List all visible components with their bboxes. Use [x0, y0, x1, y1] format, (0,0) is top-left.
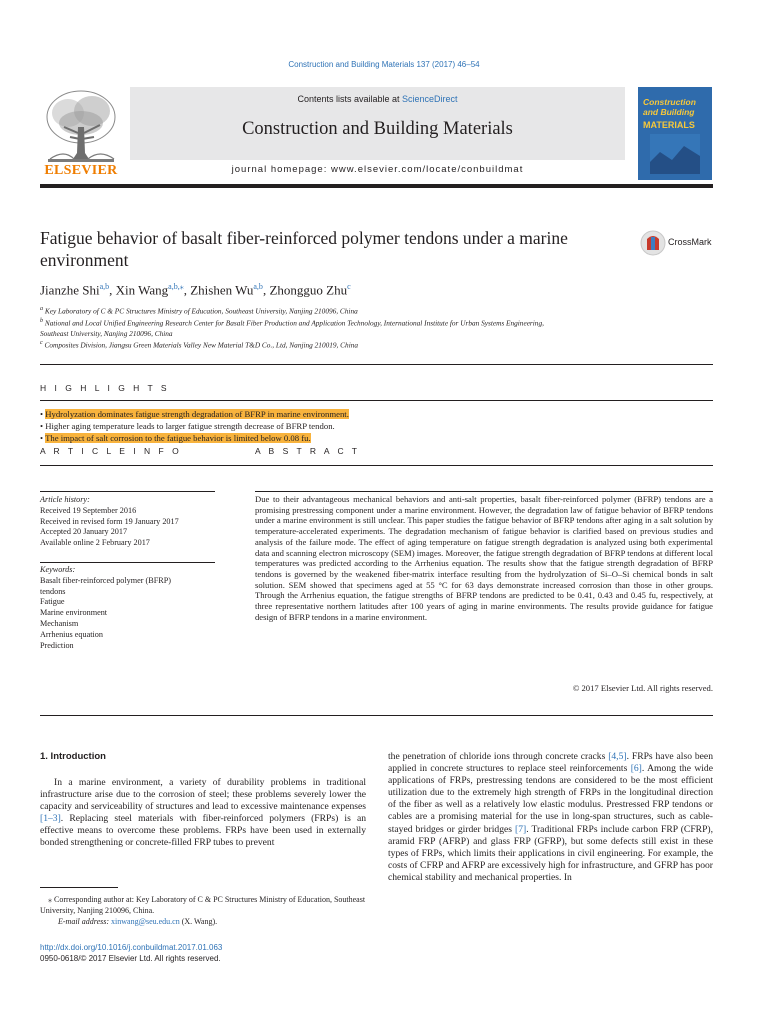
elsevier-wordmark: ELSEVIER: [44, 163, 118, 178]
cover-texture-icon: [650, 134, 700, 174]
author-affiliation-marks[interactable]: a,b: [99, 282, 110, 291]
author-affiliation-marks[interactable]: a,b,⁎: [168, 282, 184, 291]
keyword: Mechanism: [40, 618, 79, 628]
email-suffix: (X. Wang).: [179, 916, 218, 926]
affiliation-b-cont: Southeast University, Nanjing 210096, China: [40, 329, 173, 338]
body-column-right: [388, 751, 713, 884]
author-affiliation-marks[interactable]: a,b: [253, 282, 263, 291]
history-label: Article history:: [40, 495, 90, 504]
keyword: tendons: [40, 586, 66, 596]
abstract-copyright: © 2017 Elsevier Ltd. All rights reserved.: [572, 683, 713, 693]
doi-block: [40, 943, 222, 965]
footnote-text-block: [40, 895, 366, 917]
author-name: Jianzhe Shi: [40, 282, 100, 298]
issn-copyright: 0950-0618/© 2017 Elsevier Ltd. All rights reserved.: [40, 953, 221, 963]
sciencedirect-link[interactable]: ScienceDirect: [402, 94, 458, 104]
citation-link[interactable]: [7]: [515, 823, 527, 835]
citation-link[interactable]: [6]: [630, 763, 642, 775]
footnote-text: Corresponding author at: Key Laboratory of C & PC Structures Ministry of Education, Southeast University, Nanjing 210096, China.: [40, 895, 366, 915]
abstract-rule: [255, 491, 713, 492]
journal-title: Construction and Building Materials: [242, 119, 513, 139]
footnote-star: ⁎: [48, 895, 52, 904]
contents-prefix: Contents lists available at: [297, 94, 403, 104]
keyword: Arrhenius equation: [40, 629, 103, 639]
author-list: Jianzhe Shi$^{a,b}$, Xin Wang$^{a,b,⁎}$, Zhishen Wu$^{a,b}$, Zhongguo Zhu$^c$: [40, 282, 351, 298]
highlight-item: • The impact of salt corrosion to the fatigue behavior is limited below 0.08 fu.: [40, 433, 311, 443]
affiliation-b: $^b$ National and Local Unified Engineering Research Center for Basalt Fiber Production and Application Technology, International Institute for Urban Systems Engineering,: [40, 318, 544, 328]
email-link[interactable]: xinwang@seu.edu.cn: [111, 916, 180, 926]
affiliation-c: $^c$ Composites Division, Jiangsu Green Materials Valley New Material T&D Co., Ltd, Nanjing 210019, China: [40, 340, 359, 350]
highlight-item: • Hydrolyzation dominates fatigue strength degradation of BFRP in marine environment.: [40, 409, 349, 419]
highlights-heading: H I G H L I G H T S: [40, 383, 170, 393]
body-paragraph: In a marine environment, a variety of durability problems in traditional infrastructure arise due to the corrosion of steel; these problems severely lower the capacity and serviceability of structures and lead to excessive maintenance expenses [1–3]. Replacing steel materials with fiber-reinforced polymers (FRPs) is an effective means to overcome these problems. FRPs have been used in externally bonded strengthening or concrete-filled FRP tubes to prevent: [40, 777, 366, 849]
article-info-rule: [40, 491, 215, 492]
section-rule: [40, 715, 713, 716]
author-name: Zhishen Wu: [190, 282, 254, 298]
keyword: Fatigue: [40, 597, 65, 607]
citation-link[interactable]: [4,5]: [608, 751, 627, 762]
highlight-item: • Higher aging temperature leads to larger fatigue strength decrease of BFRP tendon.: [40, 421, 335, 431]
body-column-left: [40, 777, 366, 850]
crossmark-label: CrossMark: [668, 237, 712, 247]
doi-link[interactable]: http://dx.doi.org/10.1016/j.conbuildmat.2017.01.063: [40, 943, 223, 952]
introduction-heading: 1. Introduction: [40, 751, 106, 762]
author-name: Xin Wang: [115, 282, 169, 298]
keywords-rule: [40, 562, 215, 563]
email-label: E-mail address:: [58, 916, 110, 926]
body-paragraph: the penetration of chloride ions through concrete cracks [4,5]. FRPs have also been applied in concrete structures to replace steel reinforcements [6]. Among the wide applications of FRPs, prestressing tendons are considered to be the most efficient utilization due to the extremely high strength of FRPs in the longitudinal direction of the fiber as well as a relatively low elastic modulus. Prestressed FRP tendons or cables are a promising material for the use in long-span structures, such as cable-stayed bridges or girder bridges [7]. Traditional FRPs include carbon FRP (CFRP), aramid FRP (AFRP) and glass FRP (GFRP), but some defects still exist in these types of FRPs, which limits their applications in civil engineering. For example, the costs of CFRP and AFRP are excessively high for infrastructure, and GFRP has poor chemical stability and mechanical properties. In: [388, 751, 713, 883]
affiliation-a: $^a$ Key Laboratory of C & PC Structures Ministry of Education, Southeast University, Nanjing 210096, China: [40, 306, 358, 316]
article-title: Fatigue behavior of basalt fiber-reinforced polymer tendons under a marine environment: [40, 228, 568, 270]
article-history: [40, 495, 215, 549]
keywords: [40, 565, 215, 651]
history-revised: Received in revised form 19 January 2017: [40, 516, 179, 526]
contents-line: [130, 94, 625, 104]
cover-subtitle: MATERIALS: [643, 120, 695, 130]
header-rule: [40, 184, 713, 188]
history-accepted: Accepted 20 January 2017: [40, 527, 128, 537]
keywords-label: Keywords:: [40, 565, 76, 574]
citation-link[interactable]: [1–3]: [40, 813, 61, 825]
abstract-heading: A B S T R A C T: [255, 446, 361, 456]
journal-homepage[interactable]: journal homepage: www.elsevier.com/locate/conbuildmat: [231, 164, 524, 175]
section-rule: [40, 465, 713, 466]
author-affiliation-marks[interactable]: c: [347, 282, 351, 291]
history-received: Received 19 September 2016: [40, 505, 137, 515]
crossmark-icon: [640, 230, 666, 256]
crossmark-badge[interactable]: [640, 230, 718, 256]
keyword: Basalt fiber-reinforced polymer (BFRP): [40, 575, 172, 585]
journal-cover-thumbnail[interactable]: [638, 87, 712, 180]
highlights-rule: [40, 400, 713, 401]
keyword: Prediction: [40, 640, 74, 650]
section-rule: [40, 364, 713, 365]
history-online: Available online 2 February 2017: [40, 538, 150, 548]
abstract-text: Due to their advantageous mechanical behaviors and anti-salt properties, basalt fiber-reinforced polymer (BFRP) tendons are a promising prestressing component under a marine environment. However, the degradation law of fatigue behavior of BFRP tendons under a marine environment is still unclear. This paper studies the fatigue behavior of BFRP tendons after aging in a salt solution by temperature-accelerated experiments. The degradation mechanism of fatigue behavior is clarified based on previous studies and analysis of the failure mode. The effect of aging temperature on fatigue strength degradation is analyzed using both experimental data and scanning electron microscopy (SEM) images. Moreover, the fatigue strength degradation of BFRP tendons at different local temperatures was predicted according to the Arrhenius equation. The results show that the fatigue strength degradation of BFRP tendons is governed by the weakened fiber-matrix interface resulting from the hydrolyzation of Si–O–Si chemical bonds in salt solution. SEM showed that specimens aged at 55 °C for 63 days demonstrate increased corrosion than those in other groups. Through the Arrhenius equation, the fatigue strengths of BFRP tendons are predicted to be 0.41, 0.43 and 0.45 fu, respectively, at three representative northern latitudes after 100 years of aging in marine environments. The results provide guidance for fatigue design of BFRP tendons in a marine environment.: [255, 494, 713, 622]
article-info-heading: A R T I C L E I N F O: [40, 446, 182, 456]
footnote-rule: [40, 887, 118, 888]
corresponding-author-footnote: [40, 895, 366, 927]
keyword: Marine environment: [40, 608, 108, 618]
footnote-email-line: [40, 917, 366, 928]
journal-citation[interactable]: Construction and Building Materials 137 (2017) 46–54: [288, 60, 480, 69]
author-name: Zhongguo Zhu: [269, 282, 348, 298]
cover-title: Construction and Building: [643, 97, 696, 117]
